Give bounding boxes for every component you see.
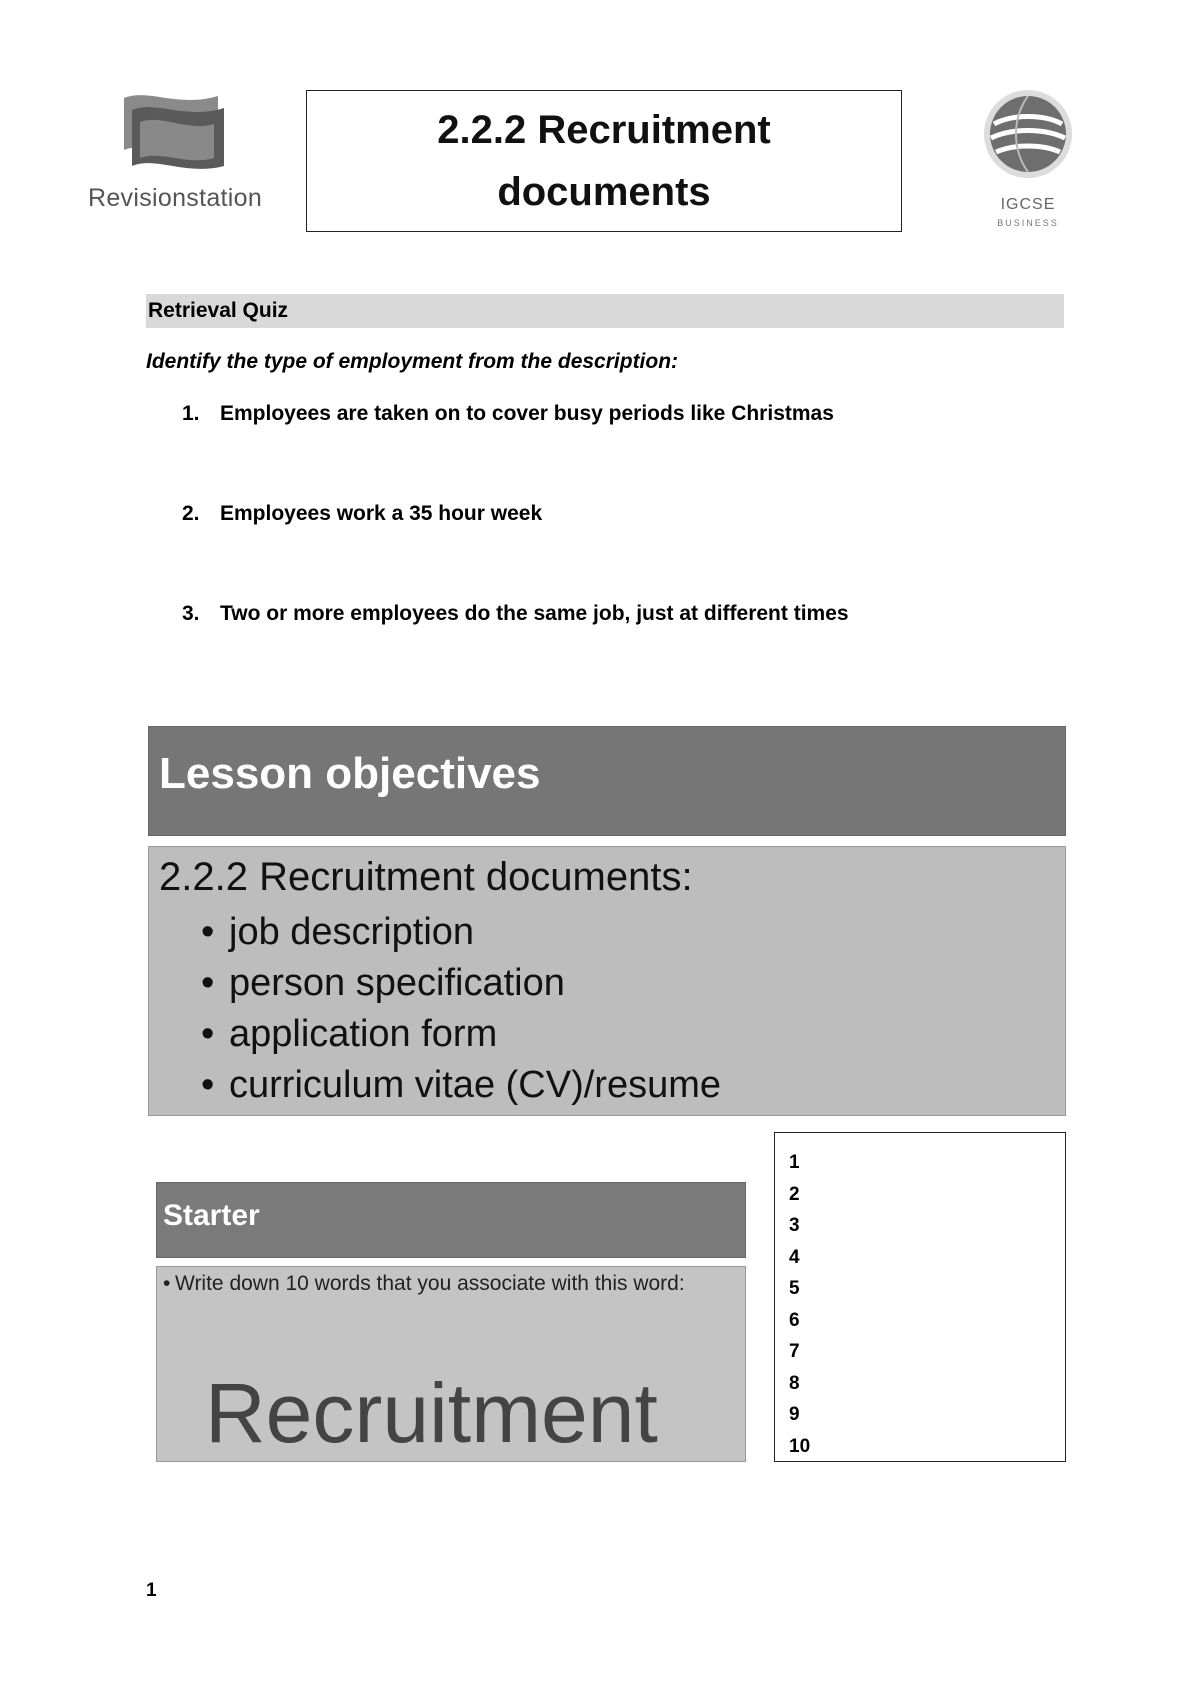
lesson-objectives-heading: Lesson objectives [159, 749, 541, 798]
igcse-label: IGCSE [1000, 196, 1056, 213]
objective-item: • curriculum vitae (CV)/resume [201, 1060, 721, 1111]
retrieval-quiz-heading: Retrieval Quiz [146, 294, 1064, 328]
document-title-box [306, 90, 902, 232]
answer-number: 2 [789, 1183, 800, 1205]
flag-logo-icon [118, 88, 228, 176]
starter-instruction-text: Write down 10 words that you associate with this word: [175, 1272, 685, 1295]
revisionstation-brand-text: Revisionstation [88, 184, 263, 212]
page-number: 1 [146, 1580, 157, 1601]
globe-icon [982, 88, 1074, 180]
starter-instruction [163, 1271, 703, 1297]
question-number: 1. [182, 402, 200, 425]
objective-item: • application form [201, 1009, 721, 1060]
lesson-objectives-body [148, 846, 1066, 1116]
answer-number: 1 [789, 1152, 800, 1173]
document-title [437, 99, 770, 223]
quiz-instruction: Identify the type of employment from the description: [146, 350, 679, 373]
question-text: Employees are taken on to cover busy periods like Christmas [220, 402, 834, 425]
answer-number: 3 [789, 1215, 800, 1236]
answer-number: 7 [789, 1341, 800, 1362]
lesson-objectives-header [148, 726, 1066, 836]
question-number: 3. [182, 602, 200, 625]
bullet-icon: • [163, 1272, 171, 1295]
igcse-business-logo [968, 88, 1088, 238]
question-text: Two or more employees do the same job, just at different times [220, 602, 849, 625]
question-number: 2. [182, 502, 200, 525]
lesson-objectives-title: 2.2.2 Recruitment documents: [159, 855, 693, 899]
starter-heading: Starter [163, 1199, 260, 1232]
revisionstation-logo [88, 88, 268, 218]
question-text: Employees work a 35 hour week [220, 502, 543, 525]
answer-number: 8 [789, 1372, 800, 1394]
answer-box [774, 1132, 1066, 1462]
answer-number-list [789, 1147, 810, 1462]
objective-item: • person specification [201, 958, 721, 1009]
starter-word: Recruitment [205, 1366, 658, 1460]
answer-number: 4 [789, 1246, 800, 1268]
objective-item: • job description [201, 907, 721, 958]
lesson-objectives-list [201, 907, 721, 1111]
starter-body [156, 1266, 746, 1462]
answer-number: 10 [789, 1435, 811, 1457]
quiz-question [182, 502, 542, 526]
answer-number: 9 [789, 1404, 800, 1425]
quiz-question [182, 602, 849, 626]
quiz-question [182, 402, 834, 426]
answer-number: 6 [789, 1309, 800, 1331]
starter-header [156, 1182, 746, 1258]
title-line-1: 2.2.2 Recruitment [437, 108, 771, 152]
business-label: BUSINESS [997, 218, 1059, 228]
title-line-2: documents [497, 170, 711, 214]
answer-number: 5 [789, 1278, 800, 1299]
